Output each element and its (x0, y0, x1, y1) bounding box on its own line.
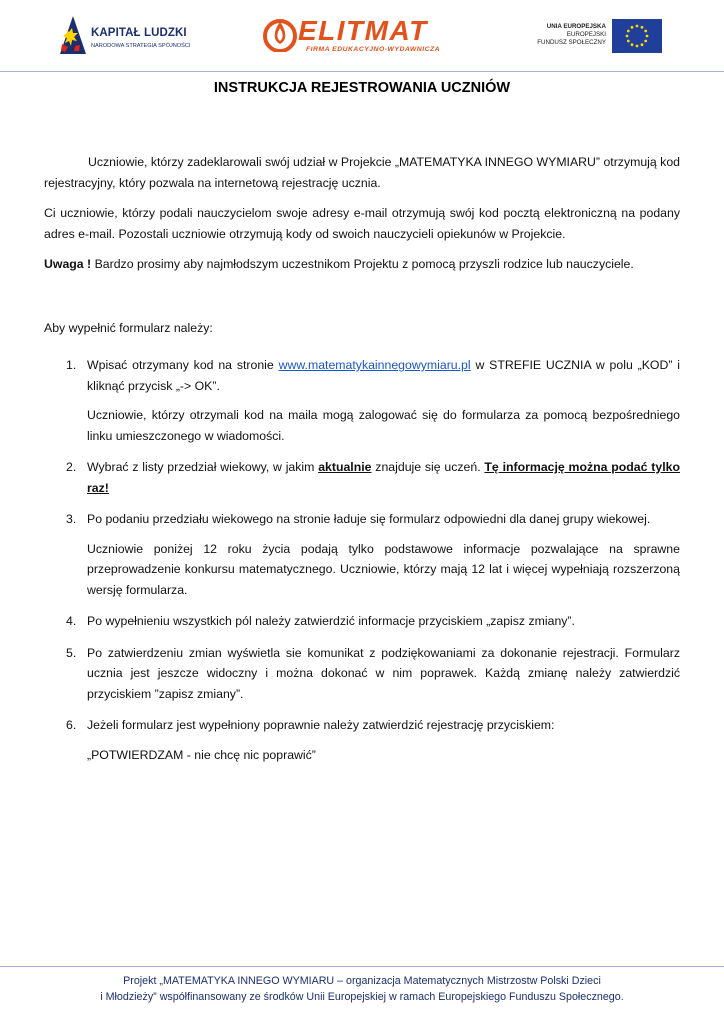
step-2-warning: Tę informację można podać tylko raz! (87, 460, 680, 495)
elitmat-logo (262, 14, 442, 58)
step-number: 6. (66, 718, 77, 732)
step-number: 4. (66, 614, 77, 628)
step-number: 1. (66, 358, 77, 372)
step-3 (44, 509, 680, 600)
step-1-text-pre: Wpisać otrzymany kod na stronie (87, 358, 279, 372)
step-2-text-mid: znajduje się uczeń. (371, 460, 485, 474)
step-3-text: Po podaniu przedziału wiekowego na stronie ładuje się formularz odpowiedni dla danej grupy wiekowej. (87, 512, 651, 526)
elitmat-title: ELITMAT (298, 15, 428, 46)
website-link[interactable]: www.matematykainnegowymiaru.pl (278, 358, 471, 372)
footer-divider (0, 966, 724, 967)
kapital-ludzki-logo (60, 14, 200, 58)
warning-paragraph (44, 254, 680, 275)
step-4 (44, 611, 680, 632)
step-number: 3. (66, 512, 77, 526)
eu-flag-icon (612, 19, 662, 53)
footer-line-2: i Młodzieży” współfinansowany ze środków Unii Europejskiej w ramach Europejskiego Funduszu Społecznego. (100, 991, 624, 1003)
step-4-text: Po wypełnieniu wszystkich pól należy zatwierdzić informacje przyciskiem „zapisz zmiany”. (87, 614, 575, 628)
footer-line-1: Projekt „MATEMATYKA INNEGO WYMIARU – organizacja Matematycznych Mistrzostw Polski Dzieci (123, 975, 601, 987)
paragraph-2: Ci uczniowie, którzy podali nauczycielom swoje adresy e-mail otrzymują swój kod pocztą elektroniczną na podany adres e-mail. Pozostali uczniowie otrzymują kody od swoich nauczycieli opiekunów w Projekcie. (44, 206, 680, 241)
step-6-note: „POTWIERDZAM - nie chcę nic poprawić” (87, 747, 316, 762)
step-1-text-post: w STREFIE UCZNIA w polu „KOD” i kliknąć przycisk „-> OK”. (87, 358, 680, 393)
header-divider (0, 71, 724, 72)
page-footer (0, 973, 724, 1005)
step-6-text: Jeżeli formularz jest wypełniony poprawnie należy zatwierdzić rejestrację przyciskiem: (87, 718, 555, 732)
step-2-emphasis: aktualnie (318, 460, 372, 474)
step-1-note: Uczniowie, którzy otrzymali kod na maila mogą zalogować się do formularza za pomocą bezpośredniego linku umieszczonego w wiadomości. (87, 408, 680, 443)
warning-text: Bardzo prosimy aby najmłodszym uczestnikom Projektu z pomocą przyszli rodzice lub nauczyciele. (91, 257, 634, 271)
step-6 (44, 715, 680, 765)
step-number: 5. (66, 645, 77, 660)
list-intro: Aby wypełnić formularz należy: (44, 320, 213, 335)
kapital-ludzki-subtitle: NARODOWA STRATEGIA SPÓJNOŚCI (91, 43, 191, 49)
elitmat-flame-icon (262, 16, 298, 52)
eu-label (500, 23, 606, 48)
elitmat-subtitle: FIRMA EDUKACYJNO-WYDAWNICZA (306, 46, 441, 53)
steps-list (44, 355, 680, 765)
step-3-note: Uczniowie poniżej 12 roku życia podają tylko podstawowe informacje pozwalające na sprawne przeprowadzenie konkursu matematycznego. Uczniowie, którzy mają 12 lat i więcej wypełniają rozszerzoną wersję formularza. (87, 541, 680, 597)
document-body (44, 152, 680, 776)
eu-line-2: EUROPEJSKI (566, 31, 606, 39)
step-1 (44, 355, 680, 446)
paragraph-1: Uczniowie, którzy zadeklarowali swój udział w Projekcie „MATEMATYKA INNEGO WYMIARU” otrzymują kod rejestracyjny, który pozwala na internetową rejestrację ucznia. (44, 155, 680, 190)
eu-line-1: UNIA EUROPEJSKA (546, 23, 606, 30)
kapital-ludzki-star-icon (60, 16, 86, 54)
page-title: INSTRUKCJA REJESTROWANIA UCZNIÓW (213, 80, 511, 96)
step-5 (44, 643, 680, 705)
eu-line-3: FUNDUSZ SPOŁECZNY (537, 39, 606, 47)
step-5-text: Po zatwierdzeniu zmian wyświetla sie komunikat z podziękowaniami za dokonanie rejestracji. Formularz ucznia jest jeszcze widoczny i można dokonać w nim poprawek. Każdą zmianę należy zatwierdzić przyciskiem ”zapisz zmiany”. (87, 645, 680, 701)
step-2-text-pre: Wybrać z listy przedział wiekowy, w jakim (87, 460, 319, 474)
step-2 (44, 457, 680, 498)
kapital-ludzki-title: KAPITAŁ LUDZKI (91, 27, 187, 39)
warning-label: Uwaga ! (44, 257, 92, 271)
step-number: 2. (66, 460, 77, 474)
page-header (0, 0, 724, 72)
